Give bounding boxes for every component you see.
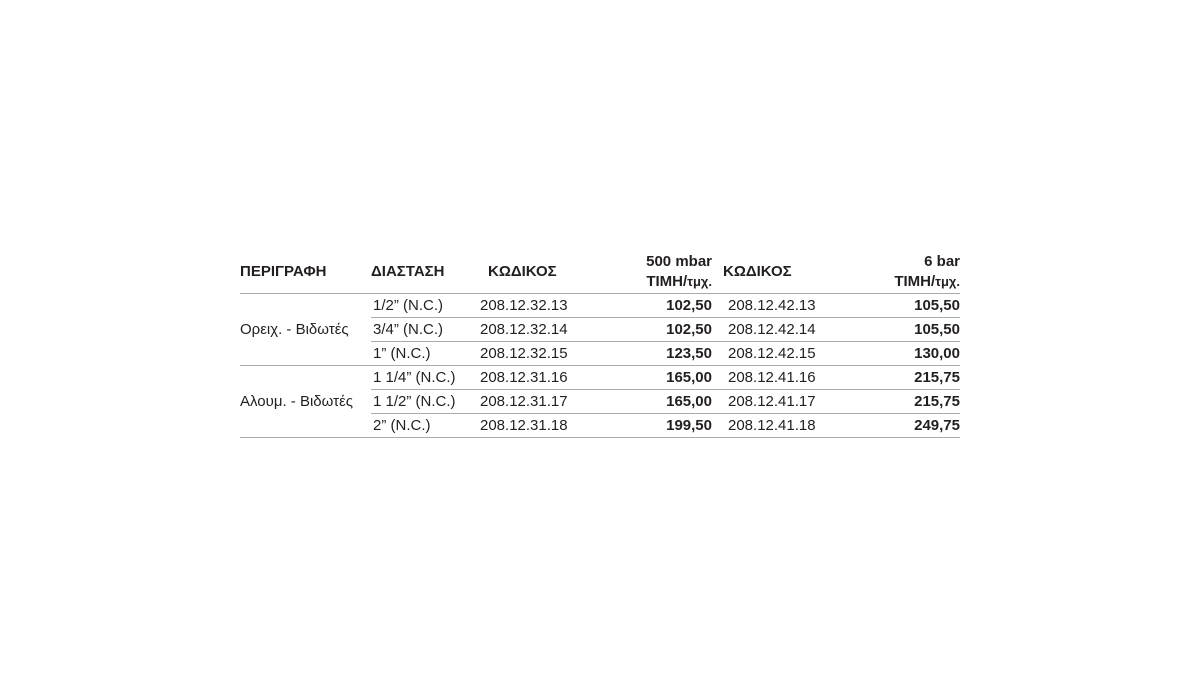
code-500mbar-cell: 208.12.31.16 [477,366,597,390]
header-price-unit-6bar: τμχ. [935,274,960,289]
code-6bar-cell: 208.12.41.16 [712,366,832,390]
price-500mbar-cell: 165,00 [597,390,712,414]
price-500mbar-cell: 102,50 [597,294,712,318]
header-price-500mbar [597,252,712,294]
header-price-6bar [832,252,960,294]
header-code-6bar: ΚΩΔΙΚΟΣ [712,252,832,294]
code-6bar-cell: 208.12.41.18 [712,414,832,438]
dimension-cell: 1/2” (N.C.) [371,294,477,318]
header-pressure-500mbar: 500 mbar [646,253,712,270]
code-6bar-cell: 208.12.42.13 [712,294,832,318]
dimension-cell: 1 1/4” (N.C.) [371,366,477,390]
table-row [240,366,960,390]
header-price-label-500mbar: ΤΙΜΗ/ [646,273,688,290]
dimension-cell: 1 1/2” (N.C.) [371,390,477,414]
header-code-500mbar: ΚΩΔΙΚΟΣ [477,252,597,294]
header-pressure-6bar: 6 bar [924,253,960,270]
code-500mbar-cell: 208.12.32.14 [477,318,597,342]
price-6bar-cell: 130,00 [832,342,960,366]
code-500mbar-cell: 208.12.31.18 [477,414,597,438]
dimension-cell: 3/4” (N.C.) [371,318,477,342]
header-description: ΠΕΡΙΓΡΑΦΗ [240,252,371,294]
header-dimension: ΔΙΑΣΤΑΣΗ [371,252,477,294]
price-6bar-cell: 105,50 [832,294,960,318]
code-6bar-cell: 208.12.41.17 [712,390,832,414]
price-6bar-cell: 215,75 [832,366,960,390]
group-description-aluminium: Αλουμ. - Βιδωτές [240,366,371,438]
dimension-cell: 2” (N.C.) [371,414,477,438]
price-500mbar-cell: 165,00 [597,366,712,390]
price-6bar-cell: 249,75 [832,414,960,438]
price-500mbar-cell: 123,50 [597,342,712,366]
header-price-unit-500mbar: τμχ. [687,274,712,289]
header-row [240,252,960,294]
price-table [240,252,960,438]
code-500mbar-cell: 208.12.31.17 [477,390,597,414]
price-6bar-cell: 215,75 [832,390,960,414]
table-row [240,294,960,318]
code-500mbar-cell: 208.12.32.13 [477,294,597,318]
dimension-cell: 1” (N.C.) [371,342,477,366]
code-6bar-cell: 208.12.42.15 [712,342,832,366]
code-500mbar-cell: 208.12.32.15 [477,342,597,366]
price-6bar-cell: 105,50 [832,318,960,342]
header-price-label-6bar: ΤΙΜΗ/ [894,273,936,290]
price-500mbar-cell: 102,50 [597,318,712,342]
price-500mbar-cell: 199,50 [597,414,712,438]
group-description-brass: Ορειχ. - Βιδωτές [240,294,371,366]
code-6bar-cell: 208.12.42.14 [712,318,832,342]
